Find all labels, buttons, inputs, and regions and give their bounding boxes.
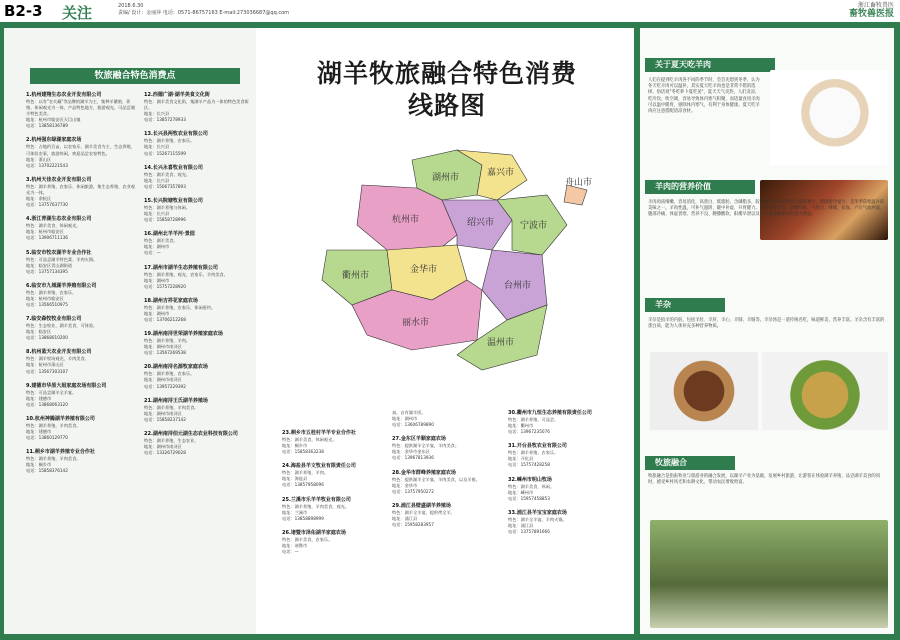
listing-entry-body: 特色：湖羊养殖、农家乐、休闲旅游，集生态养殖、农业观光为一体。 地址：余杭区 电话：13757637730 <box>26 183 135 208</box>
listing-entry-name: 1.杭州建翔生态农业开发有限公司 <box>26 92 102 98</box>
listing-entry-body: 特色：湖羊美食，休闲观光。 地址：杭州市临安区 电话：13906711136 <box>26 223 81 241</box>
listing-entry-name: 15.长兴院塘牧业有限公司 <box>144 197 203 204</box>
paper-masthead <box>849 1 894 19</box>
listing-entry <box>26 383 138 408</box>
listing-entry <box>26 449 138 474</box>
listing-entry-body: 真，自有湖羊饭。 地址：湖州市 电话：13606789890 <box>392 410 434 428</box>
listing-entry <box>144 92 252 123</box>
page-header <box>0 0 900 23</box>
listing-entry-name: 27.金东区羊顺家庭农场 <box>392 436 446 443</box>
listing-entry-body: 特色：可品尝湖羊特色菜、羊肉火锅。 地址：临安区青山湖街道 电话：13757134395 <box>26 256 98 274</box>
listing-entry-body: 特色：提供湖羊全羊宴，羊肉美食。 地址：金华市金东区 电话：13967813936 <box>392 443 460 461</box>
listing-entry <box>282 497 387 522</box>
listing-entry-body: 特色：可品尝湖羊全羊宴。 地址：建德市 电话：13868063120 <box>26 389 77 407</box>
listing-entry-body: 特色：生态牧业，湖羊美食，可体验。 地址：临安区 电话：13868010200 <box>26 323 98 341</box>
page-number: B2-3 <box>4 2 43 20</box>
listing-entry <box>508 510 618 535</box>
listing-entry-name: 33.浦江县羊宝宝家庭农场 <box>508 509 567 516</box>
listing-entry-body: 特色：湖羊养殖，农家乐。 地址：湖州市南浔区 电话：13957229392 <box>144 371 195 389</box>
listing-entry-name: 16.湖州北羊羊河·景园 <box>144 231 195 238</box>
listing-entry <box>26 137 138 168</box>
listing-entry <box>26 283 138 308</box>
listing-entry-body: 特色：湖羊美食，休闲。 地址：嵊州市 电话：15957458853 <box>508 483 555 501</box>
listing-entry-body: 特色：湖羊养殖，农家乐。 地址：长兴县 电话：15267115599 <box>144 138 195 156</box>
paper-name: 浙江畜牧兽医 <box>857 2 894 9</box>
listing-entry <box>26 250 138 275</box>
issue-date: 2018.6.30 <box>118 3 144 9</box>
left-section-title: 牧旅融合特色消费点 <box>30 68 240 84</box>
section-name: 关注 <box>62 4 93 22</box>
listing-entry-name: 31.开台县牧农业有限公司 <box>508 443 567 450</box>
listing-entry-body: 特色：湖羊养殖，羊肉美食。 地址：湖州市南浔区 电话：15858237142 <box>144 404 199 422</box>
label-lishui: 丽水市 <box>402 318 430 328</box>
listing-entry-body: 特色：湖羊养殖，羊肉美食。 地址：桐乡市 电话：15858376142 <box>26 456 81 474</box>
listing-entry-name: 5.临安市牧农湖羊专业合作社 <box>26 249 92 256</box>
listing-entry <box>26 416 138 441</box>
label-shaoxing: 绍兴市 <box>467 218 495 228</box>
region-zhoushan <box>564 185 587 205</box>
listing-column-4 <box>392 410 497 536</box>
listing-column-2 <box>144 92 252 464</box>
listing-entry <box>282 530 387 555</box>
listing-entry-body: 特色：湖羊养殖，羊肉。 地址：海盐县 电话：13857958096 <box>282 470 329 488</box>
listing-entry-name: 12.西德广湖·湖羊美食文化街 <box>144 92 210 98</box>
label-quzhou: 衢州市 <box>342 271 370 281</box>
listing-entry-name: 17.湖州市湖羊生态养殖有限公司 <box>144 264 218 271</box>
main-title-line2: 线路图 <box>407 91 486 120</box>
section-text-summer-lamb: 人们在提到吃羊肉各不同的季节时，会首先想到冬季，认为冬天吃羊肉可以温补，其实夏天吃羊肉也是非常不错的选择。俗话说"冬吃萝卜夏吃姜"，夏天天气炎热，人们贪凉，吃冷饮，吹空调，容易导致体内寒气积聚，而适量食用羊肉可以温中暖胃，驱除体内寒气，有利于身体健康。夏天吃羊肉应注意搭配清凉食材。 <box>648 78 760 115</box>
listing-entry <box>144 131 252 156</box>
listing-entry <box>508 410 618 435</box>
listing-entry-body: 特色：湖羊养殖，生态农业。 地址：湖州市南浔区 电话：13326729028 <box>144 437 199 456</box>
section-head-offal: 羊杂 <box>645 298 725 312</box>
label-wenzhou: 温州市 <box>487 338 515 348</box>
label-taizhou: 台州市 <box>504 281 532 291</box>
listing-entry-body: 特色：湖羊养殖，农家乐，休闲垂钓。 地址：湖州市 电话：13706212268 <box>144 304 216 322</box>
listing-entry <box>144 231 252 256</box>
listing-entry <box>508 443 618 468</box>
section-text-offal: 羊杂是指羊的内脏，包括羊肚、羊肝、羊心、羊肺、羊肠等。羊杂汤是一道传统名吃，味道鲜美，营养丰富。羊杂含有丰富的蛋白质，能为人体补充多种营养物质。 <box>648 318 885 330</box>
listing-entry <box>392 503 497 528</box>
listing-entry-body: 特色：湖羊养殖，羊肉美食，观光。 地址：兰溪市 电话：13858898999 <box>282 503 350 521</box>
map-regions <box>322 150 587 370</box>
listing-entry-name: 29.浦江县壁盛湖羊养殖场 <box>392 502 451 509</box>
label-ningbo: 宁波市 <box>520 221 548 231</box>
listing-entry-body: 特色：湖羊美食文化街，集湖羊产品为一体的特色美食街区。 地址：长兴县 电话：13857278933 <box>144 99 249 123</box>
listing-entry <box>144 198 252 223</box>
listing-entry <box>144 165 252 190</box>
listing-entry-name: 21.湖州南浔王氏湖羊养殖场 <box>144 397 208 404</box>
listing-entry-body: 特色：湖羊美食，农家乐。 地址：诸暨市 电话：— <box>282 536 333 555</box>
listing-entry <box>144 398 252 423</box>
listing-entry-name: 20.湖州南浔名源牧家庭农场 <box>144 364 208 371</box>
listing-entry-body: 特色：湖羊养殖，观光，农家乐，羊肉美食。 地址：湖州市 电话：15757228920 <box>144 271 228 289</box>
listing-entry-name: 22.湖州南浔佰元湖生态农业科技有限公司 <box>144 430 238 437</box>
listing-entry <box>26 216 138 241</box>
listing-entry-name: 8.杭州蓝天农业开发有限公司 <box>26 349 92 356</box>
listing-column-5 <box>508 410 618 543</box>
main-title-line1: 湖羊牧旅融合特色消费 <box>316 59 577 88</box>
section-head-nutrition: 羊肉的营养价值 <box>645 180 755 194</box>
listing-entry-name: 28.金华市群峰养殖家庭农场 <box>392 469 456 476</box>
listing-entry-name: 7.临安森牧牧业有限公司 <box>26 316 82 323</box>
listing-entry-body: 特色：湖羊全羊宴，提供烤全羊。 地址：浦江县 电话：15958283957 <box>392 509 455 528</box>
section-head-summer-lamb: 关于夏天吃羊肉 <box>645 58 775 72</box>
label-jinhua: 金华市 <box>410 265 438 275</box>
lamb-soup-photo <box>770 70 888 165</box>
listing-entry-body: 特色：湖羊养殖，羊肉美食。 地址：建德市 电话：13860129770 <box>26 422 81 441</box>
listing-entry <box>508 477 618 502</box>
listing-entry-body: 特色：湖羊美食。 地址：湖州市 电话：— <box>144 238 178 256</box>
listing-entry <box>144 331 252 356</box>
section-text-agritourism: 牧旅融合是指畜牧业与旅游业的融合发展，以湖羊产业为基础，发展乡村旅游，让游客在体验湖羊养殖、品尝湖羊美食的同时，感受乡村风光和农耕文化，带动农民增收致富。 <box>648 474 881 486</box>
listing-entry-name: 30.衢州市九恒生态养殖有限责任公司 <box>508 410 592 416</box>
listing-entry-name: 23.桐乡市五桂村羊羊专业合作社 <box>282 430 356 436</box>
listing-entry <box>144 298 252 323</box>
listing-entry <box>392 436 497 461</box>
listing-entry-name: 24.海盐县羊文牧业有限责任公司 <box>282 463 356 470</box>
listing-entry-body: 特色：湖羊养殖与休闲。 地址：长兴县 电话：15858728996 <box>144 204 191 223</box>
listing-entry-body: 特色：湖羊全羊宴，羊肉火锅。 地址：浦江县 电话：13757891666 <box>508 516 567 535</box>
listing-entry-name: 4.浙江青湖生态农业有限公司 <box>26 216 92 223</box>
section-head-agritourism: 牧旅融合 <box>645 456 735 470</box>
listing-entry-name: 10.杭州神腾湖羊养殖有限公司 <box>26 415 95 422</box>
main-title <box>282 58 612 122</box>
listing-entry <box>392 410 497 428</box>
offal-dish-photo-2 <box>762 352 888 430</box>
listing-entry-body: 特色：湖羊养殖，可品尝。 地址：衢州市 电话：13967235076 <box>508 417 559 435</box>
listing-entry-body: 特色：湖羊养殖、农家乐。 地址：杭州市临安区 电话：13566510975 <box>26 289 77 307</box>
listing-entry <box>392 470 497 495</box>
listing-entry-name: 19.湖州南浔世荣湖羊养殖家庭农场 <box>144 331 223 338</box>
listing-entry-name: 32.嵊州市明山牧场 <box>508 476 552 483</box>
listing-entry-name: 6.临安市九城湖羊养殖有限公司 <box>26 282 97 289</box>
listing-entry-body: 特色：以有"农夫藏"等品牌的湖羊为主，集种羊繁殖、养殖、休闲观光为一体，产品特色地方，旅游观光，可品尝湖羊特色美食。 地址：杭州市临安区天目山镇 电话：13858136789 <box>26 99 135 129</box>
zhejiang-map <box>282 140 612 380</box>
farm-visit-photo <box>650 520 888 628</box>
listing-entry-body: 特色：湖羊美食、观光。 地址：长兴县 电话：15067357893 <box>144 171 191 189</box>
listing-entry-name: 26.诸暨市泽佑湖羊家庭农场 <box>282 529 346 536</box>
label-jiaxing: 嘉兴市 <box>487 168 515 178</box>
listing-entry <box>26 349 138 374</box>
listing-entry <box>26 92 138 129</box>
listing-entry-body: 特色：湖羊养殖，羊肉。 地址：湖州市南浔区 电话：13567269538 <box>144 338 191 356</box>
listing-entry-name: 9.建德市华原大姐家庭农场有限公司 <box>26 382 107 389</box>
listing-entry-body: 特色：提供湖羊全羊宴，羊肉美食，以及羊排。 地址：金华市 电话：13757950272 <box>392 476 480 494</box>
listing-column-1 <box>26 92 138 482</box>
paper-logo: 畜牧兽医报 <box>848 9 894 19</box>
listing-entry-body: 特色：占地约百亩，以农家乐、湖羊美食为主，生态养殖，可体验农事，旅游休闲，欢迎品尝农家特色。 地址：萧山区 电话：13702221543 <box>26 144 135 168</box>
listing-column-3 <box>282 430 387 563</box>
listing-entry-name: 2.杭州强东绿湖家庭农场 <box>26 137 82 144</box>
listing-entry <box>282 430 387 455</box>
listing-entry <box>144 265 252 290</box>
listing-entry <box>282 463 387 488</box>
listing-entry <box>144 364 252 389</box>
offal-dish-photo-1 <box>650 352 758 430</box>
editor-contact: 责编/ 设计：金丽萍 电话：0571-86757163 E-mail:273036687@qq.com <box>118 10 290 16</box>
header-meta <box>118 3 289 17</box>
label-huzhou: 湖州市 <box>432 173 460 183</box>
listing-entry-name: 3.杭州天佳农业开发有限公司 <box>26 176 92 183</box>
listing-entry <box>26 316 138 341</box>
listing-entry-body: 特色：湖羊牧场观光、羊肉美食。 地址：杭州市萧山区 电话：13567303107 <box>26 356 89 374</box>
listing-entry-body: 特色：湖羊养殖，农家乐。 地址：开化县 电话：15757428258 <box>508 450 559 468</box>
label-zhoushan: 舟山市 <box>565 178 593 188</box>
listing-entry-name: 18.湖州吉祥花家庭农场 <box>144 297 198 304</box>
section-text-nutrition: 羊肉肉质细嫩，容易消化，高蛋白、低脂肪，含磷脂多，较猪肉和牛肉的脂肪含量都要少，胆固醇含量少，是冬季防寒温补的美味之一。羊肉性温，可补气滋阴、暖中补虚、开胃健力。羊肉营养丰富，对肺结核、气管炎、哮喘、贫血、产后气血两虚、腹部冷痛、体虚畏寒、营养不良、腰膝酸软、阳痿早泄以及一切虚寒病症均有很大裨益。 <box>648 200 885 218</box>
listing-entry <box>26 177 138 208</box>
listing-entry-name: 14.长兴永喜牧业有限公司 <box>144 164 203 171</box>
label-hangzhou: 杭州市 <box>392 215 420 225</box>
listing-entry-name: 25.兰溪市乐羊羊牧业有限公司 <box>282 496 351 503</box>
listing-entry <box>144 431 252 456</box>
listing-entry-name: 13.长兴县两牧农业有限公司 <box>144 131 208 138</box>
listing-entry-body: 特色：湖羊美食，休闲观光。 地址：桐乡市 电话：15858363238 <box>282 437 337 455</box>
listing-entry-name: 11.桐乡市湖羊养殖专业合作社 <box>26 449 95 456</box>
